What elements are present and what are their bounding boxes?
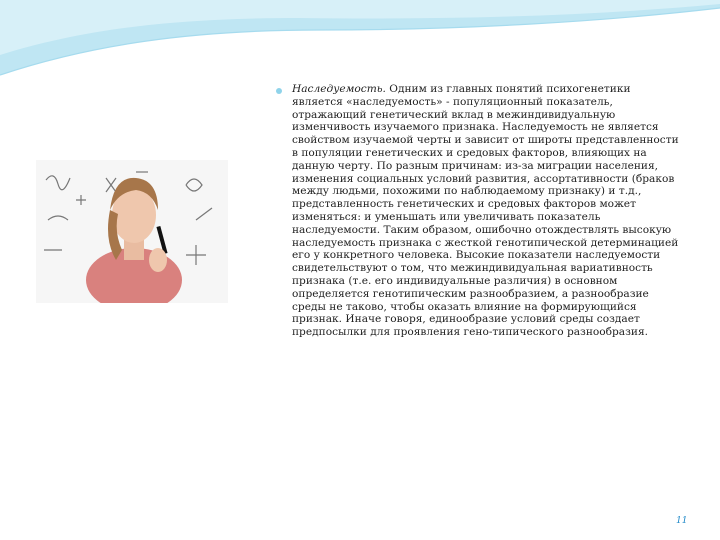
- bullet-marker: [276, 88, 282, 94]
- term-heading: Наследуемость.: [292, 83, 386, 95]
- paragraph-body: Одним из главных понятий психогенетики является «наследуемость» - популяционный показатель, отражающий генетический вклад в межиндивидуальную изменчивость изучаемого признака. Наследуемость не является свойством изучаемой черты и зависит от широты представленности в популяции генетических и средовых факторов, влияющих на данную черту. По разным причинам: из-за миграции населения, изменения социальных условий развития, ассортативности (браков между людьми, похожими по наблюдаемому признаку) и т.д., представленность генетических и средовых факторов может изменяться: и уменьшать или увеличивать показатель наследуемости. Таким образом, ошибочно отождествлять высокую наследуемость признака с жесткой генотипической детерминацией его у конкретного человека. Высокие показатели наследуемости свидетельствуют о том, что межиндивидуальная вариативность признака (т.е. его индивидуальные различия) в основном определяется генотипическим разнообразием, а разнообразие среды не таково, чтобы оказать влияние на формирующийся признак. Иначе говоря, единообразие условий среды создает предпосылки для проявления гено-типического разнообразия.: [292, 83, 679, 339]
- woman-at-whiteboard-photo: [36, 160, 228, 303]
- page-number: 11: [676, 516, 688, 526]
- slide-paragraph: [292, 83, 682, 339]
